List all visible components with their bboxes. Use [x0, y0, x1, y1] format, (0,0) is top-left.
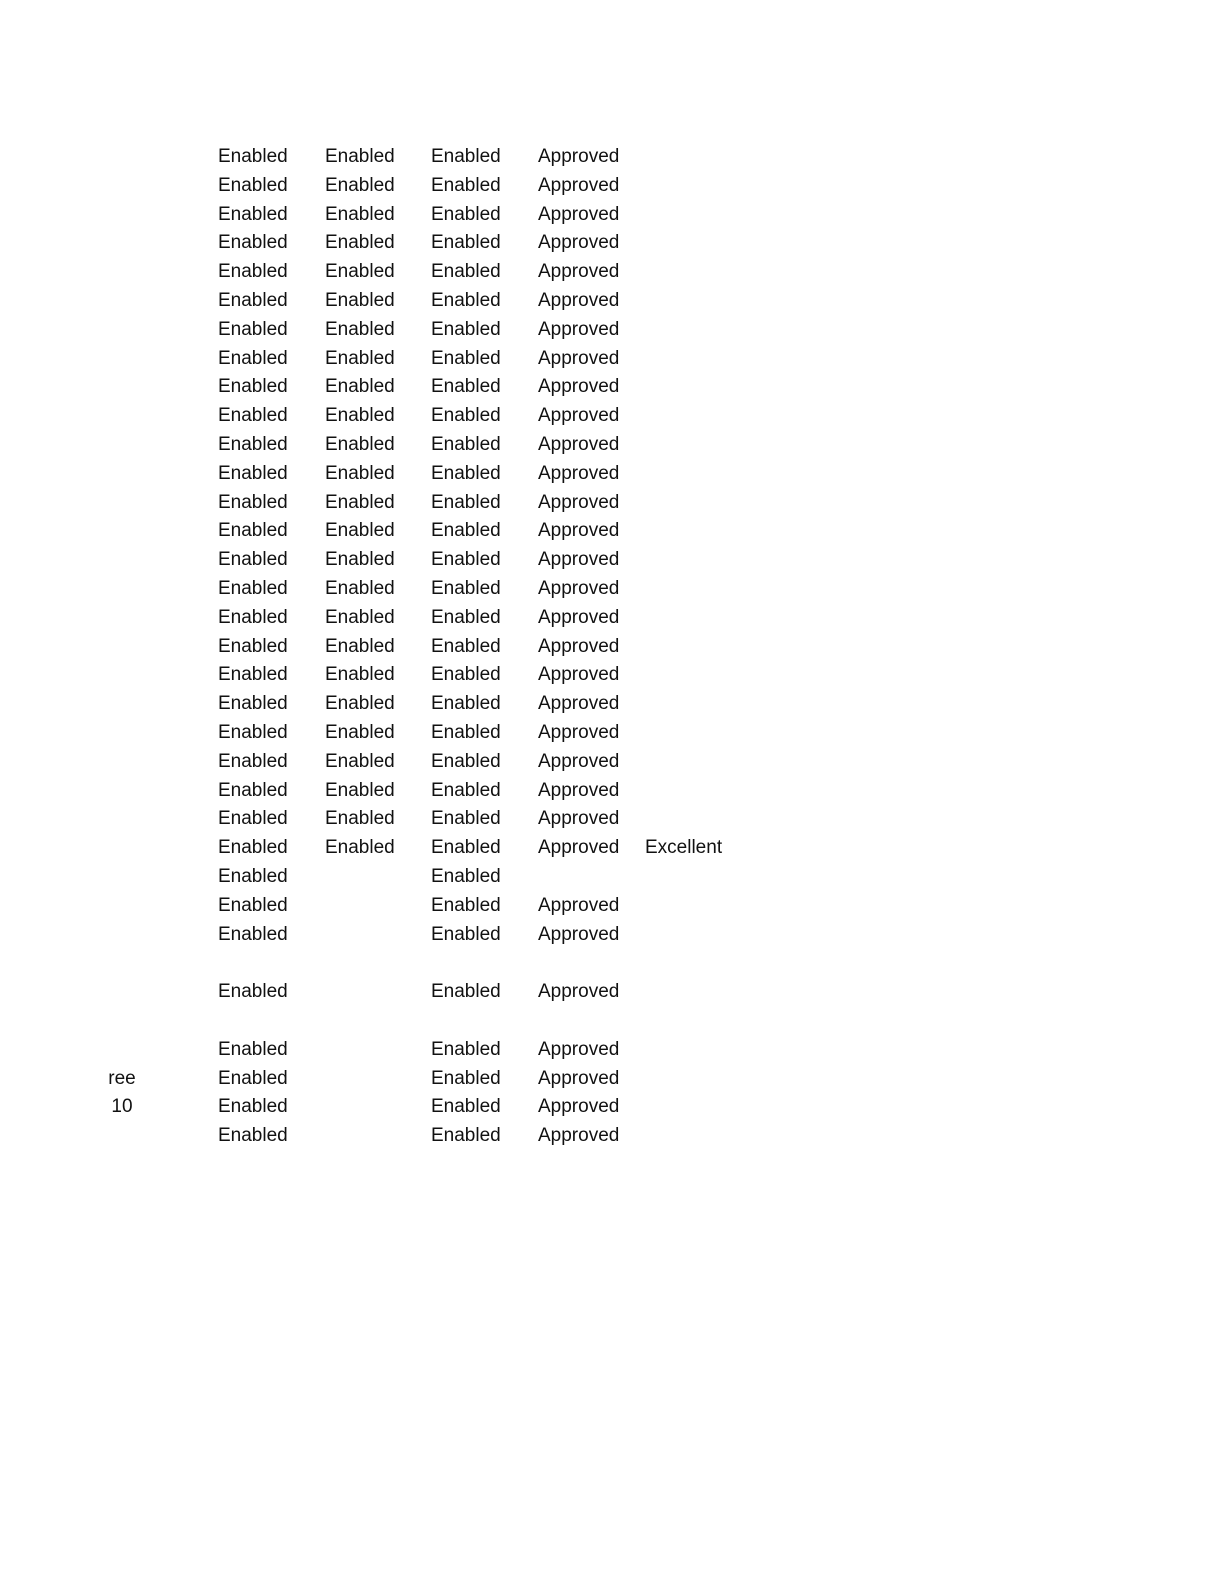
table-row	[0, 287, 1224, 316]
table-cell: Enabled	[218, 779, 288, 801]
table-cell: Enabled	[431, 837, 501, 859]
table-cell: Enabled	[431, 894, 501, 916]
table-row	[0, 402, 1224, 431]
table-cell: Approved	[538, 462, 620, 484]
table-cell: Enabled	[325, 433, 395, 455]
table-cell: Enabled	[325, 261, 395, 283]
table-row	[0, 316, 1224, 345]
table-cell: Enabled	[325, 146, 395, 167]
table-cell: Approved	[538, 693, 620, 715]
table-cell: Enabled	[218, 808, 288, 830]
table-cell: Approved	[538, 146, 620, 167]
table-cell: Enabled	[218, 549, 288, 571]
table-row	[0, 373, 1224, 402]
table-cell: Approved	[538, 721, 620, 743]
table-cell: Approved	[538, 289, 620, 311]
table-cell: Enabled	[218, 289, 288, 311]
table-row	[0, 633, 1224, 662]
table-cell: Enabled	[218, 203, 288, 225]
table-cell: Approved	[538, 779, 620, 801]
table-cell: Enabled	[431, 520, 501, 542]
table-cell: Approved	[538, 894, 620, 916]
table-cell: Enabled	[431, 779, 501, 801]
table-cell: Approved	[538, 606, 620, 628]
table-row	[0, 201, 1224, 230]
table-cell: Enabled	[431, 203, 501, 225]
table-cell: Approved	[538, 549, 620, 571]
table-cell: Enabled	[325, 203, 395, 225]
table-cell: Enabled	[431, 174, 501, 196]
table-cell: Enabled	[431, 318, 501, 340]
table-cell: Enabled	[325, 606, 395, 628]
table-row	[0, 517, 1224, 546]
table-cell: Enabled	[218, 1125, 288, 1147]
table-cell: Approved	[538, 808, 620, 830]
table-cell: Approved	[538, 433, 620, 455]
table-cell: Enabled	[431, 232, 501, 254]
table-cell: Enabled	[325, 289, 395, 311]
table-cell: Enabled	[218, 261, 288, 283]
table-cell: Enabled	[218, 865, 288, 887]
table-row	[0, 690, 1224, 719]
table-cell: ree	[108, 1067, 136, 1089]
table-cell: Enabled	[431, 865, 501, 887]
table-cell: Approved	[538, 981, 620, 1003]
table-cell: Enabled	[218, 981, 288, 1003]
table-cell: Enabled	[325, 318, 395, 340]
table-row	[0, 172, 1224, 201]
table-cell: Enabled	[218, 721, 288, 743]
table-cell: Enabled	[218, 664, 288, 686]
table-cell: Approved	[538, 750, 620, 772]
table-cell: Approved	[538, 1096, 620, 1118]
table-cell: Enabled	[431, 981, 501, 1003]
table-cell: Enabled	[325, 577, 395, 599]
table-row	[0, 345, 1224, 374]
table-cell: Approved	[538, 635, 620, 657]
table-cell: Enabled	[218, 693, 288, 715]
table-row	[0, 949, 1224, 1007]
table-cell: Enabled	[431, 462, 501, 484]
table-cell: Enabled	[431, 1038, 501, 1060]
table-cell: Enabled	[218, 405, 288, 427]
table-row	[0, 460, 1224, 489]
table-cell: Approved	[538, 1125, 620, 1147]
table-cell: Enabled	[218, 146, 288, 167]
table-cell: Enabled	[325, 232, 395, 254]
table-row	[0, 575, 1224, 604]
spreadsheet-page	[0, 143, 1224, 1151]
table-row	[0, 431, 1224, 460]
table-cell: Approved	[538, 577, 620, 599]
table-cell: Enabled	[325, 779, 395, 801]
table-cell: Enabled	[218, 347, 288, 369]
table-row	[0, 1122, 1224, 1151]
table-cell: Enabled	[325, 520, 395, 542]
table-cell: Enabled	[431, 1125, 501, 1147]
table-row	[0, 229, 1224, 258]
table-cell: Enabled	[325, 664, 395, 686]
table-cell: Approved	[538, 261, 620, 283]
table-cell: Enabled	[325, 635, 395, 657]
table-row	[0, 604, 1224, 633]
table-cell: 10	[111, 1096, 133, 1118]
table-cell: Enabled	[218, 376, 288, 398]
table-cell: Enabled	[431, 376, 501, 398]
table-cell: Approved	[538, 664, 620, 686]
table-row	[0, 863, 1224, 892]
table-cell: Enabled	[325, 347, 395, 369]
table-cell: Enabled	[431, 664, 501, 686]
table-cell: Enabled	[218, 606, 288, 628]
table-cell: Enabled	[325, 693, 395, 715]
table-cell: Enabled	[325, 750, 395, 772]
table-row	[0, 834, 1224, 863]
table-cell: Enabled	[325, 376, 395, 398]
table-cell: Enabled	[431, 1067, 501, 1089]
table-cell: Enabled	[218, 174, 288, 196]
table-cell: Approved	[538, 1038, 620, 1060]
table-cell: Enabled	[218, 894, 288, 916]
table-cell: Enabled	[431, 693, 501, 715]
table-cell: Enabled	[431, 577, 501, 599]
table-cell: Enabled	[218, 520, 288, 542]
table-cell: Enabled	[325, 462, 395, 484]
table-row	[0, 1065, 1224, 1094]
table-row	[0, 1093, 1224, 1122]
table-cell: Enabled	[431, 491, 501, 513]
table-cell: Approved	[538, 232, 620, 254]
table-row	[0, 921, 1224, 950]
table-row	[0, 143, 1224, 172]
table-cell: Enabled	[218, 318, 288, 340]
table-cell: Excellent	[645, 837, 723, 859]
table-cell: Enabled	[431, 289, 501, 311]
table-cell: Enabled	[325, 808, 395, 830]
table-cell: Enabled	[431, 1096, 501, 1118]
table-row	[0, 661, 1224, 690]
table-cell: Enabled	[431, 808, 501, 830]
table-cell: Enabled	[325, 721, 395, 743]
table-cell: Approved	[538, 520, 620, 542]
table-cell: Enabled	[325, 491, 395, 513]
table-cell: Enabled	[431, 146, 501, 167]
table-cell: Enabled	[431, 347, 501, 369]
table-row	[0, 1007, 1224, 1065]
table-cell: Enabled	[431, 405, 501, 427]
table-cell: Approved	[538, 923, 620, 945]
table-row	[0, 748, 1224, 777]
table-cell: Enabled	[218, 232, 288, 254]
table-row	[0, 777, 1224, 806]
table-cell: Enabled	[218, 837, 288, 859]
table-cell: Enabled	[431, 750, 501, 772]
table-row	[0, 489, 1224, 518]
table-cell: Enabled	[431, 606, 501, 628]
table-cell: Enabled	[218, 1038, 288, 1060]
table-cell: Enabled	[218, 750, 288, 772]
table-cell: Approved	[538, 376, 620, 398]
table-cell: Approved	[538, 837, 620, 859]
table-cell: Approved	[538, 491, 620, 513]
table-cell: Enabled	[431, 923, 501, 945]
table-cell: Enabled	[218, 433, 288, 455]
table-cell: Approved	[538, 318, 620, 340]
table-row	[0, 805, 1224, 834]
table-cell: Enabled	[431, 433, 501, 455]
table-cell: Enabled	[218, 1067, 288, 1089]
table-cell: Approved	[538, 174, 620, 196]
table-cell: Approved	[538, 1067, 620, 1089]
table-cell: Enabled	[218, 577, 288, 599]
table-row	[0, 892, 1224, 921]
table-cell: Enabled	[325, 549, 395, 571]
table-cell: Enabled	[218, 491, 288, 513]
table-cell: Enabled	[325, 405, 395, 427]
table-cell: Enabled	[431, 261, 501, 283]
table-cell: Enabled	[325, 837, 395, 859]
table-cell: Enabled	[218, 462, 288, 484]
table-cell: Approved	[538, 203, 620, 225]
table-cell: Enabled	[218, 923, 288, 945]
table-row	[0, 719, 1224, 748]
table-row	[0, 546, 1224, 575]
table-cell: Enabled	[325, 174, 395, 196]
table-cell: Approved	[538, 347, 620, 369]
table-cell: Enabled	[218, 635, 288, 657]
table-cell: Enabled	[431, 635, 501, 657]
table-cell: Enabled	[218, 1096, 288, 1118]
table-cell: Enabled	[431, 721, 501, 743]
table-cell: Enabled	[431, 549, 501, 571]
table-row	[0, 258, 1224, 287]
table-cell: Approved	[538, 405, 620, 427]
